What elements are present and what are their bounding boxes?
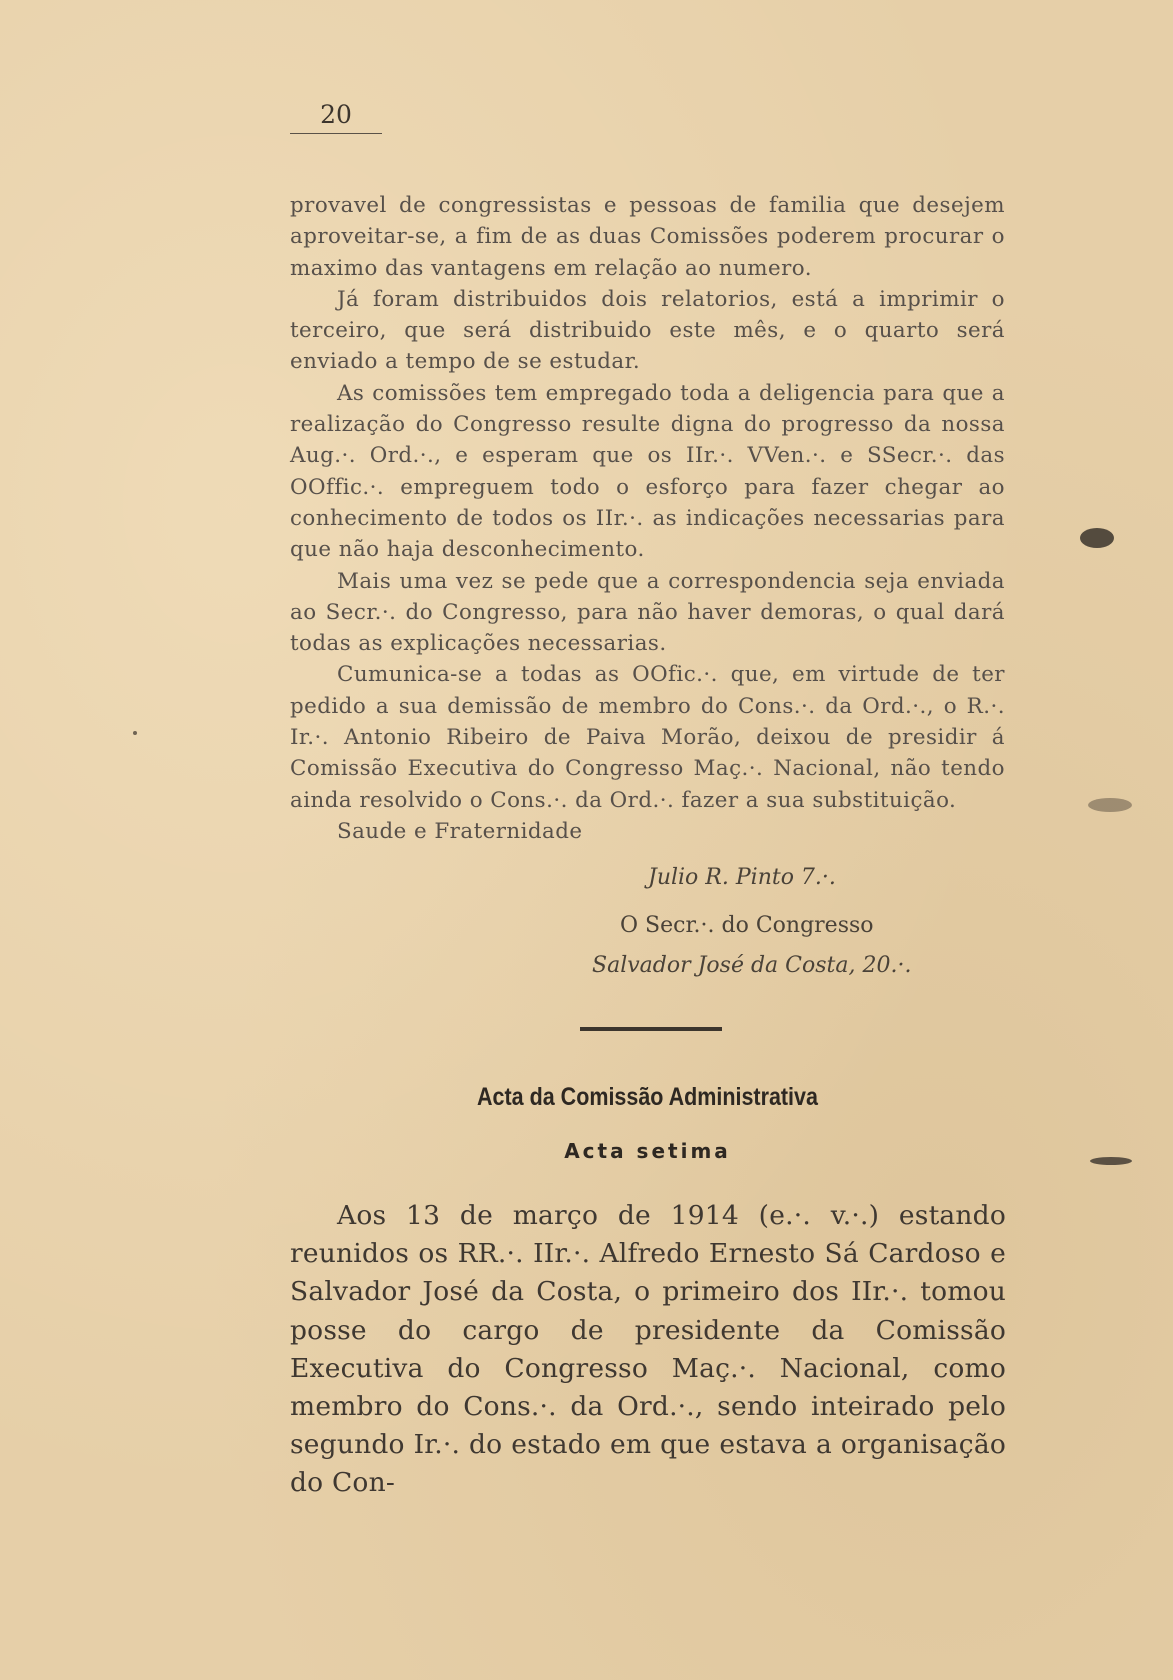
- minutes-text: [290, 1197, 1006, 1503]
- section-title: Acta da Comissão Administrativa: [477, 1083, 818, 1111]
- paragraph: As comissões tem empregado toda a deligencia para que a realização do Congresso resulte digna do progresso da nossa Aug.·. Ord.·., e esperam que os IIr.·. VVen.·. e SSecr.·. das OOffic.·. empreguem todo o esforço para fazer chegar ao conhecimento de todos os IIr.·. as indicações necessarias para que não haja desconhecimento.: [290, 380, 1005, 563]
- closing-greeting: Saude e Fraternidade: [337, 818, 583, 844]
- paragraph: Já foram distribuidos dois relatorios, está a imprimir o terceiro, que será distribuido este mês, e o quarto será enviado a tempo de se estudar.: [290, 286, 1005, 375]
- minutes-paragraph: Aos 13 de março de 1914 (e.·. v.·.) estando reunidos os RR.·. IIr.·. Alfredo Ernesto Sá Cardoso e Salvador José da Costa, o primeiro dos IIr.·. tomou posse do cargo de presidente da Comissão Executiva do Congresso Maç.·. Nacional, como membro do Cons.·. da Ord.·., sendo inteirado pelo segundo Ir.·. do estado em que estava a organisação do Con-: [290, 1200, 1006, 1499]
- signature-name-1: Julio R. Pinto 7.·.: [648, 865, 836, 890]
- section-divider: [580, 1027, 722, 1031]
- paper-stain: [133, 731, 137, 735]
- paragraph: provavel de congressistas e pessoas de familia que desejem aproveitar-se, a fim de as duas Comissões poderem procurar o maximo das vantagens em relação ao numero.: [290, 193, 1005, 281]
- signature-title: O Secr.·. do Congresso: [620, 913, 874, 938]
- paper-stain: [1088, 798, 1132, 812]
- section-subtitle: Acta setima: [564, 1139, 731, 1163]
- paper-stain: [1090, 1157, 1132, 1165]
- page-number: 20: [290, 100, 382, 134]
- body-text: [290, 190, 1005, 847]
- signature-name-2: Salvador José da Costa, 20.·.: [592, 953, 912, 978]
- paragraph: Cumunica-se a todas as OOfic.·. que, em virtude de ter pedido a sua demissão de membro do Cons.·. da Ord.·., o R.·. Ir.·. Antonio Ribeiro de Paiva Morão, deixou de presidir á Comissão Executiva do Congresso Maç.·. Nacional, não tendo ainda resolvido o Cons.·. da Ord.·. fazer a sua substituição.: [290, 662, 1005, 813]
- paper-stain: [1080, 528, 1114, 548]
- paragraph: Mais uma vez se pede que a correspondencia seja enviada ao Secr.·. do Congresso, para não haver demoras, o qual dará todas as explicações necessarias.: [290, 568, 1005, 657]
